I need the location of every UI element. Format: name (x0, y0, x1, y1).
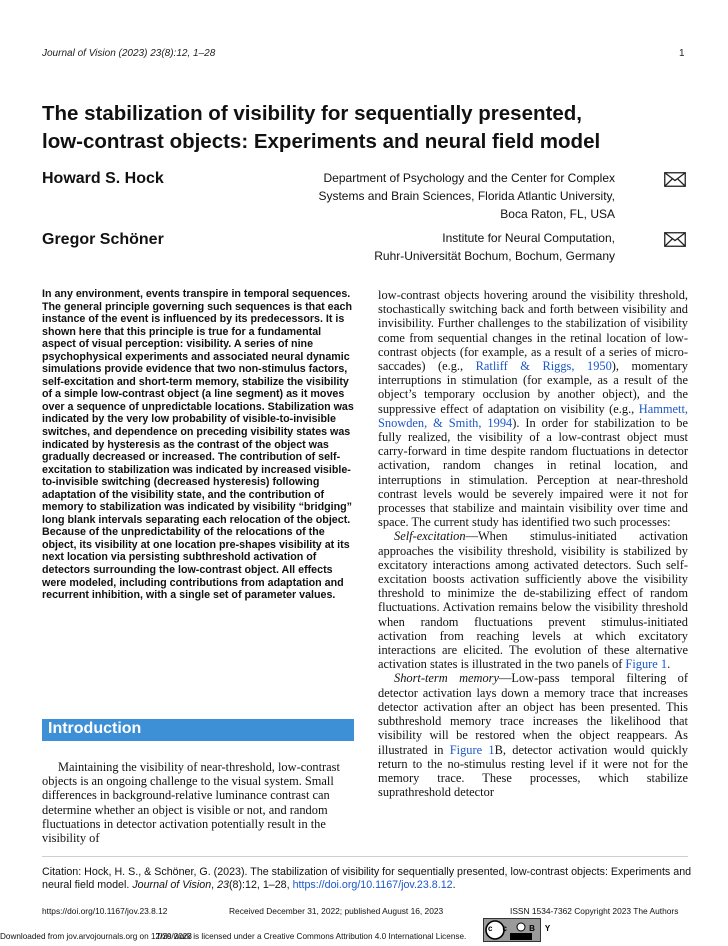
email-icon[interactable] (664, 232, 686, 247)
footer-dates: Received December 31, 2022; published August 16, 2023 (229, 906, 444, 916)
figure-link[interactable]: Figure 1 (625, 657, 668, 672)
download-text: Downloaded from jov.arvojournals.org on 12/20/2023 (0, 932, 192, 941)
right-column (378, 288, 688, 799)
page-number: 1 (679, 48, 685, 59)
affiliation-line: Systems and Brain Sciences, Florida Atlantic University, (318, 189, 615, 203)
title-line-2: low-contrast objects: Experiments and neural field model (42, 130, 601, 153)
citation-text: Citation: Hock, H. S., & Schöner, G. (2023). The stabilization of visibility for sequentially presented, low-contrast objects: Experiments and neural field model. (42, 866, 692, 891)
introduction-paragraph: Maintaining the visibility of near-threshold, low-contrast objects is an ongoing challenge to the visual system. Small differences in background-relative luminance contrast can determine whether an object is visible or not, and random fluctuations in detector activation potentially result in the visibility of (42, 760, 340, 846)
affiliation-line: Department of Psychology and the Center for Complex (323, 171, 615, 185)
footer-divider (42, 856, 688, 857)
body-paragraph (378, 529, 688, 671)
footer-doi[interactable]: https://doi.org/10.1167/jov.23.8.12 (42, 906, 168, 916)
affiliation-line: Boca Raton, FL, USA (500, 207, 615, 221)
cc-license-badge[interactable] (483, 918, 561, 942)
cc-badge-text: cc BY (488, 924, 561, 933)
citation-text: . (452, 879, 456, 891)
license-text[interactable]: This work is licensed under a Creative Commons Attribution 4.0 International License. (155, 932, 467, 941)
term-self-excitation: Self-excitation (394, 529, 466, 544)
body-paragraph (378, 671, 688, 799)
citation-link-ratliff[interactable]: Ratliff & Riggs, 1950 (475, 359, 612, 374)
author-affiliation-1 (255, 169, 615, 223)
body-text: . (667, 657, 671, 672)
affiliation-line: Institute for Neural Computation, (442, 231, 615, 245)
abstract: In any environment, events transpire in temporal sequences. The general principle governing such sequences is that each instance of the event is influenced by its predecessors. It is shown here that this principle is true for a fundamental aspect of visual perception: visibility. A series of nine psychophysical experiments and associated neural dynamic simulations provide evidence that two non-stimulus factors, self-excitation and short-term memory, stabilize the visibility of a simple low-contrast object (a line segment) as it moves over a sequence of unpredictable locations. Stabilization was indicated by the very low probability of visible-to-invisible switches, and dependence on preceding visibility states was indicated by hysteresis as the contrast of the object was gradually decreased or increased. The contribution of self-excitation to stabilization was indicated by increased visible-to-invisible switching (decreased hysteresis) following adaptation of the visibility state, and the contribution of memory to stabilization was indicated by visibility “bridging” long blank intervals separating each relocation of the object. Because of the unpredictability of the relocations of the object, its visibility at one location pre-shapes visibility at its next location via persisting subthreshold activation of detectors surrounding the low-contrast object. All effects were modeled, including contributions from adaptation and recurrent inhibition, with a single set of parameter values. (42, 288, 354, 602)
citation-link-hammett[interactable]: Hammett, Snowden, & Smith, 1994 (378, 401, 688, 430)
body-text: —When stimulus-initiated activation approaches the visibility threshold, visibility is stabilized by excitatory interactions among activated detectors. Such self-excitation boosts activation sufficiently above the visibility threshold to minimize the de-stabilizing effect of random fluctuations. Activation remains below the visibility threshold when random fluctuations prevent stimulus-initiated activation from reaching levels at which excitatory interactions are elicited. The evolution of these alternative activation states is illustrated in the two panels of (378, 529, 688, 672)
article-title (42, 100, 682, 156)
body-text: ). In order for stabilization to be fully realized, the visibility of a low-contrast object must carry-forward in time despite random fluctuations in detector activation, random changes in retinal location, and interruptions in stimulation. Perception at near-threshold contrast levels would be severely impaired were it not for processes that stabilize and maintain visibility over time and space. The current study has identified two such processes: (378, 415, 688, 530)
introduction-heading (42, 719, 354, 741)
body-text: —Low-pass temporal filtering of detector activation lays down a memory trace that increases detector activation after an object has been presented. This subthreshold memory trace increases the likelihood that visibility will be restored when the object reappears. As illustrated in (378, 671, 689, 757)
body-text: B, detector activation would quickly return to the no-stimulus resting level if it were not for the memory trace. These processes, which stabilize suprathreshold detector (378, 742, 689, 800)
email-icon[interactable] (664, 172, 686, 187)
term-short-term-memory: Short-term memory (394, 671, 499, 686)
body-paragraph (378, 288, 688, 529)
author-name-2: Gregor Schöner (42, 231, 164, 248)
author-affiliation-2 (255, 229, 615, 265)
author-name-1: Howard S. Hock (42, 170, 164, 187)
doi-link[interactable]: https://doi.org/10.1167/jov.23.8.12 (292, 879, 453, 891)
citation-journal: Journal of Vision (132, 879, 212, 891)
footer-issn: ISSN 1534-7362 Copyright 2023 The Authors (510, 906, 679, 916)
citation: Citation: Hock, H. S., & Schöner, G. (2023). The stabilization of visibility for sequentially presented, low-contrast objects: Experiments and neural field model. Journal of Vision, 23(8):12, 1–28, https://doi.org/10.1167/jov.23.8.12. (42, 866, 692, 891)
title-line-1: The stabilization of visibility for sequentially presented, (42, 102, 582, 125)
affiliation-line: Ruhr-Universität Bochum, Bochum, Germany (374, 249, 615, 263)
introduction-body (42, 760, 354, 845)
download-line (0, 932, 466, 941)
journal-header: Journal of Vision (2023) 23(8):12, 1–28 (42, 48, 216, 59)
body-text: ), momentary interruptions in stimulation (for example, as a result of the object’s temporary occlusion by another object), and the suppressive effect of adaptation on visibility (e.g., (378, 359, 688, 416)
citation-text: (8):12, 1–28, (228, 879, 293, 891)
introduction-heading-label: Introduction (48, 720, 142, 737)
citation-volume: 23 (217, 879, 229, 891)
body-text: low-contrast objects hovering around the visibility threshold, stochastically switching back and forth between visibility and invisibility. Further challenges to the stabilization of visibility come from sequential changes in the retinal location of low-contrast objects (for example, as a result of a series of micro-saccades) (e.g., (378, 288, 688, 374)
figure-link[interactable]: Figure 1 (449, 742, 495, 757)
